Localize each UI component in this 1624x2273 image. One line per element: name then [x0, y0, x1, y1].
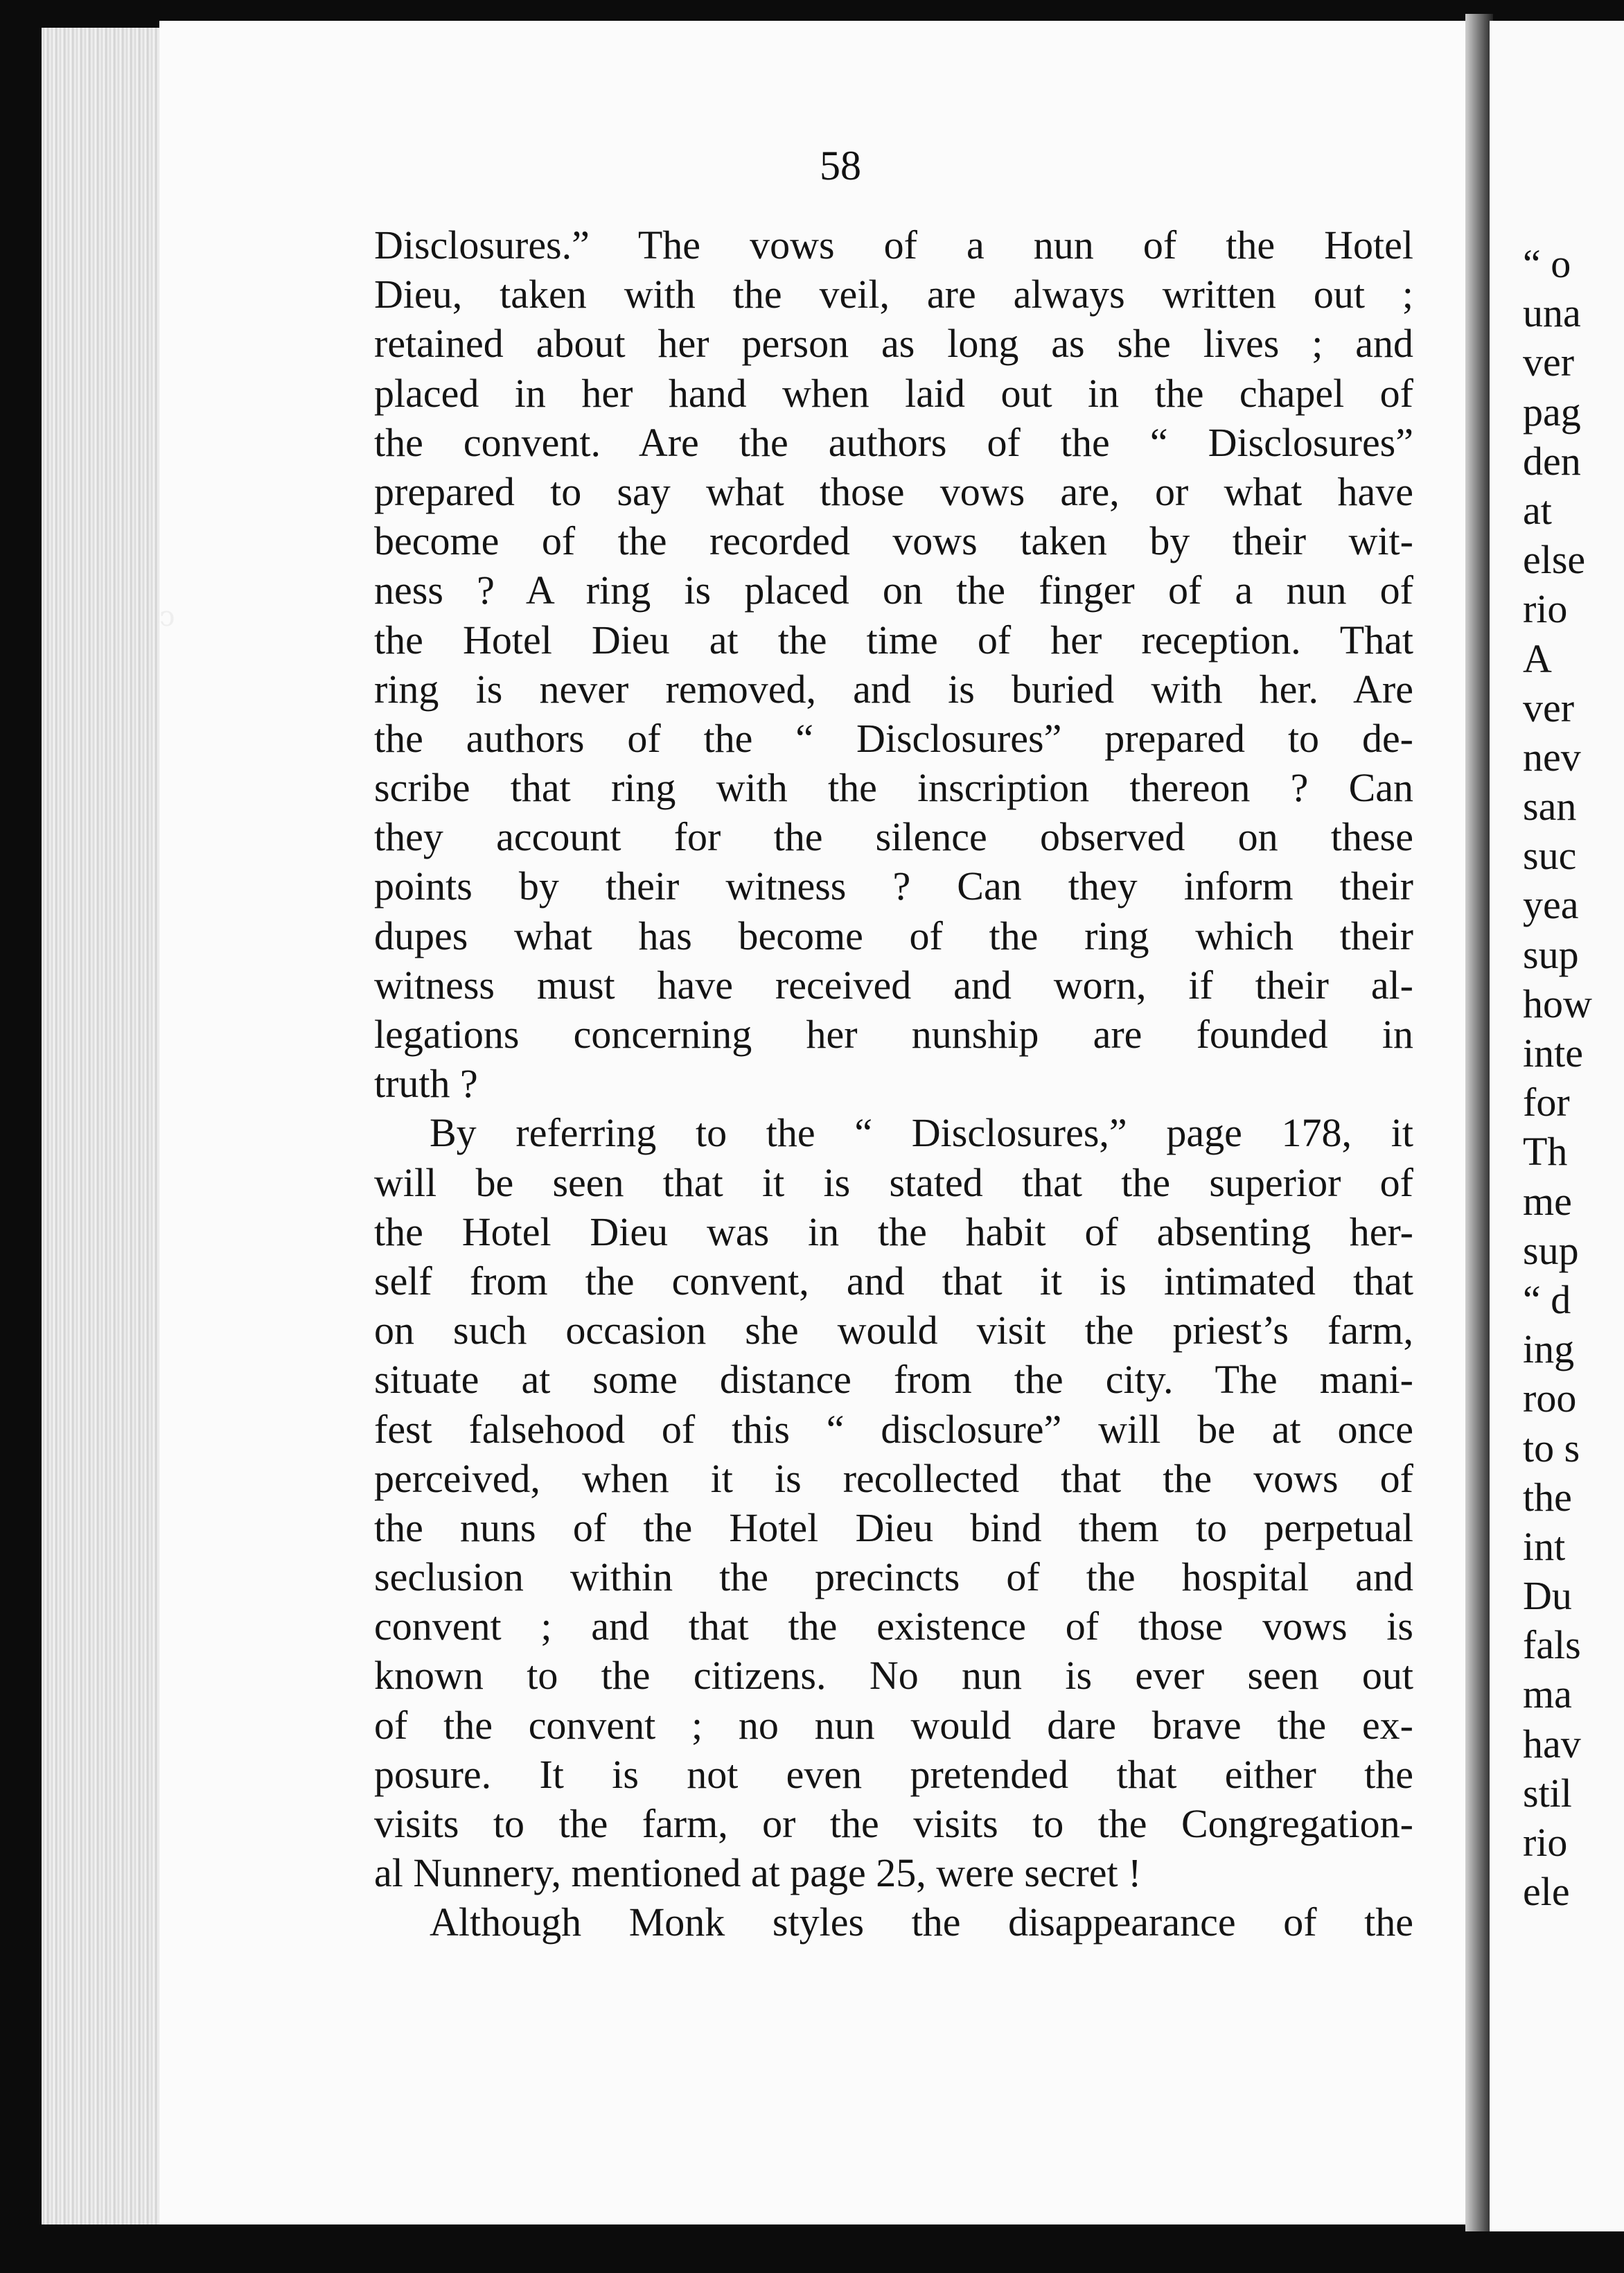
right-page-line: pag [1523, 389, 1581, 435]
text-line: of the convent ; no nun would dare brave the ex- [374, 1702, 1413, 1748]
text-line: the Hotel Dieu at the time of her reception. That [374, 617, 1413, 662]
text-line: retained about her person as long as she lives ; and [374, 321, 1413, 367]
text-line: the authors of the “ Disclosures” prepared to de- [374, 715, 1413, 761]
right-page-line: ele [1523, 1869, 1570, 1915]
right-page-line: rio [1523, 1820, 1568, 1865]
text-line: ring is never removed, and is buried with her. Are [374, 666, 1413, 712]
right-page-line: to s [1523, 1425, 1580, 1471]
text-line: the nuns of the Hotel Dieu bind them to perpetual [374, 1504, 1413, 1550]
right-page-line: suc [1523, 833, 1577, 879]
right-page-line: san [1523, 784, 1577, 830]
right-page-line: for [1523, 1080, 1570, 1125]
right-page-line: fals [1523, 1622, 1581, 1668]
right-page-line: ing [1523, 1326, 1575, 1372]
text-line: the Hotel Dieu was in the habit of absenting her- [374, 1209, 1413, 1254]
right-page [1490, 21, 1624, 2231]
text-line: they account for the silence observed on these [374, 814, 1413, 860]
right-page-line: rio [1523, 586, 1568, 632]
right-page-line: at [1523, 487, 1552, 533]
text-line: posure. It is not even pretended that either the [374, 1751, 1413, 1797]
text-line: become of the recorded vows taken by their wit- [374, 518, 1413, 564]
text-line: Although Monk styles the disappearance of the [430, 1899, 1413, 1945]
right-page-line: Th [1523, 1129, 1568, 1175]
right-page-line: me [1523, 1178, 1572, 1224]
text-line: ness ? A ring is placed on the finger of a nun of [374, 568, 1413, 613]
text-line: seclusion within the precincts of the hospital and [374, 1554, 1413, 1600]
text-line: prepared to say what those vows are, or what have [374, 468, 1413, 514]
text-line: on such occasion she would visit the priest’s farm, [374, 1308, 1413, 1353]
right-page-line: yea [1523, 882, 1579, 928]
text-line: perceived, when it is recollected that the vows of [374, 1455, 1413, 1501]
right-page-line: roo [1523, 1376, 1577, 1421]
right-page-line: stil [1523, 1770, 1572, 1816]
text-line: Dieu, taken with the veil, are always written out ; [374, 272, 1413, 317]
right-page-line: else [1523, 537, 1586, 583]
right-page-line: den [1523, 438, 1581, 484]
body-text [374, 220, 1413, 1947]
right-page-line: Du [1523, 1573, 1572, 1619]
right-page-line: A [1523, 635, 1552, 681]
right-page-line: int [1523, 1523, 1566, 1569]
text-line: placed in her hand when laid out in the chapel of [374, 370, 1413, 416]
text-line: truth ? [374, 1061, 478, 1107]
right-page-line: nev [1523, 734, 1581, 780]
text-line: legations concerning her nunship are founded in [374, 1012, 1413, 1057]
right-page-line: una [1523, 290, 1581, 336]
right-page-line: “ o [1523, 241, 1571, 286]
text-line: self from the convent, and that it is intimated that [374, 1258, 1413, 1304]
text-line: points by their witness ? Can they inform their [374, 863, 1413, 909]
text-line: Disclosures.” The vows of a nun of the Hotel [374, 222, 1413, 267]
text-line: visits to the farm, or the visits to the Congregation- [374, 1801, 1413, 1846]
text-line: convent ; and that the existence of those vows is [374, 1604, 1413, 1649]
text-line: known to the citizens. No nun is ever seen out [374, 1653, 1413, 1699]
right-page-line: the [1523, 1474, 1572, 1520]
right-page-line: ver [1523, 340, 1575, 385]
right-page-line: ma [1523, 1671, 1572, 1717]
right-page-text [1523, 239, 1592, 1916]
text-line: fest falsehood of this “ disclosure” will be at once [374, 1406, 1413, 1452]
page-number: 58 [820, 143, 861, 188]
right-page-line: ver [1523, 685, 1575, 730]
text-line: will be seen that it is stated that the superior of [374, 1159, 1413, 1205]
gutter [1465, 14, 1493, 2231]
right-page-line: “ d [1523, 1276, 1571, 1322]
margin-mark: ↄ [159, 601, 175, 633]
text-line: dupes what has become of the ring which their [374, 913, 1413, 958]
right-page-line: inte [1523, 1030, 1583, 1076]
text-line: witness must have received and worn, if their al- [374, 962, 1413, 1008]
right-page-line: hav [1523, 1721, 1581, 1766]
right-page-line: how [1523, 981, 1592, 1026]
text-line: al Nunnery, mentioned at page 25, were secret ! [374, 1850, 1142, 1896]
text-line: By referring to the “ Disclosures,” page 178, it [430, 1110, 1413, 1156]
text-line: situate at some distance from the city. The mani- [374, 1357, 1413, 1403]
text-line: the convent. Are the authors of the “ Disclosures” [374, 419, 1413, 465]
right-page-line: sup [1523, 1227, 1579, 1273]
right-page-line: sup [1523, 931, 1579, 977]
text-line: scribe that ring with the inscription thereon ? Can [374, 765, 1413, 811]
